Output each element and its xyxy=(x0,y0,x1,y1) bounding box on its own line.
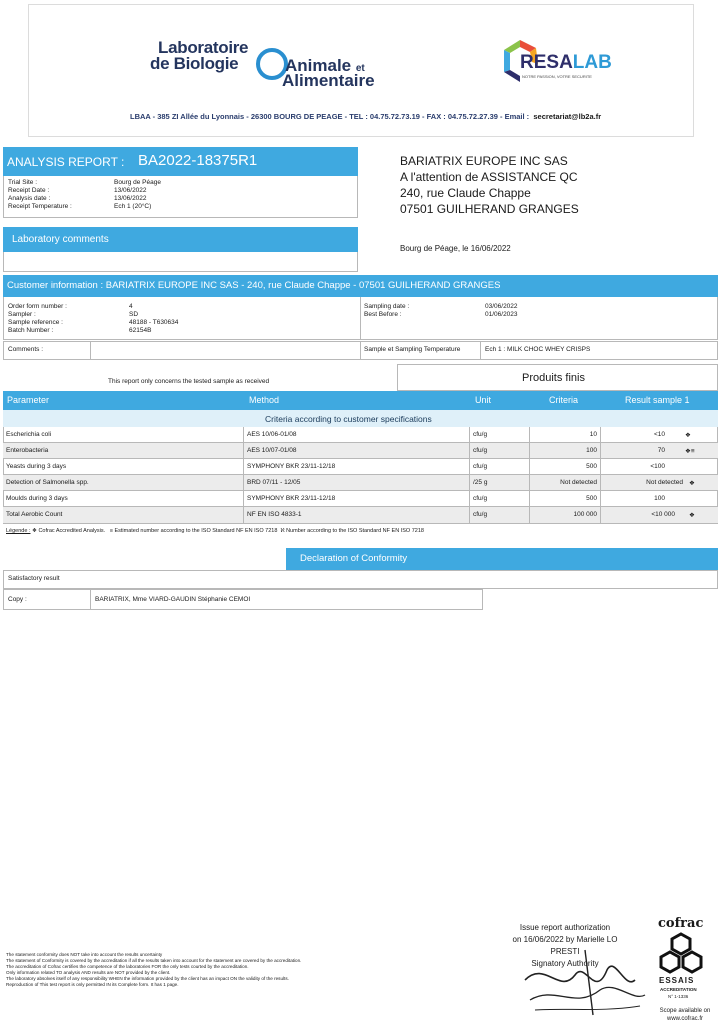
receipt-date-label: Receipt Date : xyxy=(8,187,50,194)
resalab-name: RESALAB xyxy=(520,52,612,73)
col-separator xyxy=(469,427,470,524)
analysis-report-bar xyxy=(3,147,358,176)
receipt-temp-label: Receipt Temperature : xyxy=(8,203,72,210)
batch-number-label: Batch Number : xyxy=(8,327,54,334)
cofrac-hexagon-icon xyxy=(656,932,706,974)
row-parameter: Yeasts during 3 days xyxy=(6,463,67,470)
table-row xyxy=(3,475,718,491)
row-mark: ❖ xyxy=(689,480,695,487)
col-criteria: Criteria xyxy=(549,395,579,405)
best-before-value: 01/06/2023 xyxy=(485,311,518,318)
sampling-date-label: Sampling date : xyxy=(364,303,410,310)
trial-site-value: Bourg de Péage xyxy=(114,179,161,186)
lab-email: secretariat@lb2a.fr xyxy=(533,112,602,121)
table-row xyxy=(3,427,718,443)
disclaimer-line: Reproduction of This test report is only permitted IN its Complete form. It has 1 page. xyxy=(6,982,179,987)
cofrac-accreditation: ACCREDITATION xyxy=(660,987,697,992)
row-result: <100 xyxy=(650,463,665,470)
place-date: Bourg de Péage, le 16/06/2022 xyxy=(400,244,511,253)
legend-number: ℵ Number according to the ISO Standard NF EN ISO 7218 xyxy=(280,528,424,534)
row-unit: cfu/g xyxy=(473,495,488,502)
comments-label: Comments : xyxy=(8,346,44,353)
batch-number-value: 62154B xyxy=(129,327,152,334)
order-form-label: Order form number : xyxy=(8,303,67,310)
disclaimer-line: The statement conformity does NOT take into account the results uncertainty xyxy=(6,952,163,957)
recipient-line3: 240, rue Claude Chappe xyxy=(400,186,531,200)
row-unit: cfu/g xyxy=(473,431,488,438)
sample-ref-label: Sample reference : xyxy=(8,319,63,326)
customer-info-bar xyxy=(3,275,718,297)
row-parameter: Detection of Salmonella spp. xyxy=(6,479,89,486)
row-result: 70 xyxy=(657,447,665,454)
recipient-line4: 07501 GUILHERAND GRANGES xyxy=(400,202,579,216)
resalab-tagline: NOTRE PASSION, VOTRE SECURITE xyxy=(522,74,592,79)
best-before-label: Best Before : xyxy=(364,311,402,318)
row-parameter: Enterobacteria xyxy=(6,447,49,454)
row-criteria: Not detected xyxy=(560,479,597,486)
col-method: Method xyxy=(249,395,280,405)
authorization-line1: Issue report authorization xyxy=(519,923,611,932)
col-separator xyxy=(529,427,530,524)
declaration-body xyxy=(3,570,718,589)
disclaimer-line: The statement of Conformity is covered by the accreditation if all the results taken into account for the statement are covered by the accreditation. xyxy=(6,958,302,963)
row-criteria: 500 xyxy=(586,463,597,470)
lab-name-line4: Alimentaire xyxy=(282,71,375,90)
authorization-line2: on 16/06/2022 by Marielle LO xyxy=(512,935,618,944)
row-parameter: Escherichia coli xyxy=(6,431,52,438)
row-result: Not detected xyxy=(646,479,683,486)
table-row xyxy=(3,507,718,523)
cofrac-essais: ESSAIS xyxy=(659,976,695,985)
report-number: BA2022-18375R1 xyxy=(138,152,258,169)
comments-row xyxy=(3,341,718,360)
lab-comments-title: Laboratory comments xyxy=(12,234,109,245)
cofrac-logo xyxy=(656,916,706,1006)
row-method: AES 10/06-01/08 xyxy=(247,431,297,438)
row-criteria: 100 xyxy=(586,447,597,454)
row-mark: ❖ xyxy=(689,512,695,519)
sample-note: This report only concerns the tested sample as received xyxy=(108,378,270,385)
trial-site-label: Trial Site : xyxy=(8,179,38,186)
analysis-date-label: Analysis date : xyxy=(8,195,51,202)
scope-line1: Scope available on xyxy=(659,1008,711,1014)
row-parameter: Total Aerobic Count xyxy=(6,511,63,518)
copy-label: Copy : xyxy=(8,596,27,603)
disclaimer-line: Only information related TO analysis AND results are NOT provided by the client. xyxy=(6,970,171,975)
comments-divider xyxy=(90,342,91,359)
row-result: <10 xyxy=(653,431,665,438)
lab-comments-body xyxy=(3,252,358,272)
sample-ref-value: 48188 - T630634 xyxy=(129,319,179,326)
row-parameter: Moulds during 3 days xyxy=(6,495,68,502)
row-unit: cfu/g xyxy=(473,463,488,470)
sample-temp-label: Sample et Sampling Temperature xyxy=(364,346,461,353)
criteria-title: Criteria according to customer specifications xyxy=(265,414,432,424)
legend-estimated: ≡ Estimated number according to the ISO Standard NF EN ISO 7218 xyxy=(109,528,278,534)
scope-note xyxy=(652,1007,718,1023)
row-method: NF EN ISO 4833-1 xyxy=(247,511,302,518)
customer-divider xyxy=(360,297,361,340)
comments-divider-3 xyxy=(480,342,481,359)
report-info xyxy=(3,176,358,218)
receipt-date-value: 13/06/2022 xyxy=(114,187,147,194)
sampler-value: SD xyxy=(129,311,139,318)
results-header xyxy=(3,391,718,410)
cofrac-number: N° 1-1336 xyxy=(668,994,689,999)
signature-icon xyxy=(515,940,655,1020)
sampler-label: Sampler : xyxy=(8,311,36,318)
row-method: SYMPHONY BKR 23/11-12/18 xyxy=(247,495,336,502)
product-category-box xyxy=(397,364,718,391)
lab-name-line3: Animale et xyxy=(285,56,365,75)
col-separator xyxy=(600,427,601,524)
customer-info-title: Customer information : BARIATRIX EUROPE INC SAS - 240, rue Claude Chappe - 07501 GUILHERAND GRANGES xyxy=(7,280,501,291)
sampling-date-value: 03/06/2022 xyxy=(485,303,518,310)
row-unit: cfu/g xyxy=(473,447,488,454)
col-result: Result sample 1 xyxy=(625,395,690,405)
col-separator xyxy=(243,427,244,524)
copy-divider xyxy=(90,590,91,609)
analysis-date-value: 13/06/2022 xyxy=(114,195,147,202)
table-row xyxy=(3,491,718,507)
copy-value: BARIATRIX, Mme VIARD-GAUDIN Stéphanie CEMOI xyxy=(95,596,251,603)
col-parameter: Parameter xyxy=(7,395,50,405)
disclaimer-line: The laboratory absolves itself of any responsibility WHEN the information provided by the client has an impact ON the validity of the results. xyxy=(6,976,289,981)
receipt-temp-value: Ech 1 (20°C) xyxy=(114,203,152,210)
legend xyxy=(6,528,424,534)
row-mark: ❖ xyxy=(685,432,691,439)
comments-divider-2 xyxy=(360,342,361,359)
row-method: SYMPHONY BKR 23/11-12/18 xyxy=(247,463,336,470)
row-unit: /25 g xyxy=(473,479,488,486)
criteria-row xyxy=(3,410,718,427)
lab-name-et: et xyxy=(355,63,365,74)
scope-line2: www.cofrac.fr xyxy=(666,1016,703,1022)
lab-address: LBAA - 385 ZI Allée du Lyonnais - 26300 BOURG DE PEAGE - TEL : 04.75.72.73.19 - FAX : 04.75.72.27.39 - Email : secretariat@lb2a.fr xyxy=(130,112,602,121)
sample-temp-value: Ech 1 : MILK CHOC WHEY CRISPS xyxy=(485,346,591,353)
recipient-line2: A l'attention de ASSISTANCE QC xyxy=(400,170,578,184)
row-method: BRD 07/11 - 12/05 xyxy=(247,479,301,486)
declaration-result: Satisfactory result xyxy=(8,575,60,582)
recipient-address xyxy=(400,153,579,217)
row-method: AES 10/07-01/08 xyxy=(247,447,297,454)
row-unit: cfu/g xyxy=(473,511,488,518)
authorization-line4: Signatory Authority xyxy=(531,959,599,968)
legend-cofrac: ❖ Cofrac Accredited Analysis. xyxy=(32,528,106,534)
order-form-value: 4 xyxy=(129,303,133,310)
report-label: ANALYSIS REPORT : xyxy=(7,155,125,169)
cofrac-name: cofrac xyxy=(658,916,704,931)
lab-name-line2: de Biologie xyxy=(150,54,239,73)
recipient-line1: BARIATRIX EUROPE INC SAS xyxy=(400,154,568,168)
resalab-logo xyxy=(500,38,620,88)
disclaimer-line: The accreditation of Cofrac certifies the competence of the laboratories FOR the only tests courted by the accreditation. xyxy=(6,964,249,969)
declaration-title: Declaration of Conformity xyxy=(300,553,408,564)
row-criteria: 500 xyxy=(586,495,597,502)
lab-name-line1: Laboratoire xyxy=(158,38,249,57)
row-result: <10 000 xyxy=(651,511,675,518)
lab-comments-bar xyxy=(3,227,358,252)
disclaimer xyxy=(6,952,486,988)
row-criteria: 10 xyxy=(589,431,597,438)
row-mark: ❖≡ xyxy=(685,448,695,455)
row-result: 100 xyxy=(654,495,665,502)
copy-row xyxy=(3,589,483,610)
authorization-line3: PRESTI xyxy=(550,947,580,956)
declaration-bar xyxy=(286,548,718,570)
col-unit: Unit xyxy=(475,395,492,405)
table-row xyxy=(3,443,718,459)
table-row xyxy=(3,459,718,475)
lab-logo xyxy=(150,36,390,96)
row-criteria: 100 000 xyxy=(573,511,597,518)
product-category: Produits finis xyxy=(522,372,585,384)
legend-label: Légende : xyxy=(6,528,31,534)
